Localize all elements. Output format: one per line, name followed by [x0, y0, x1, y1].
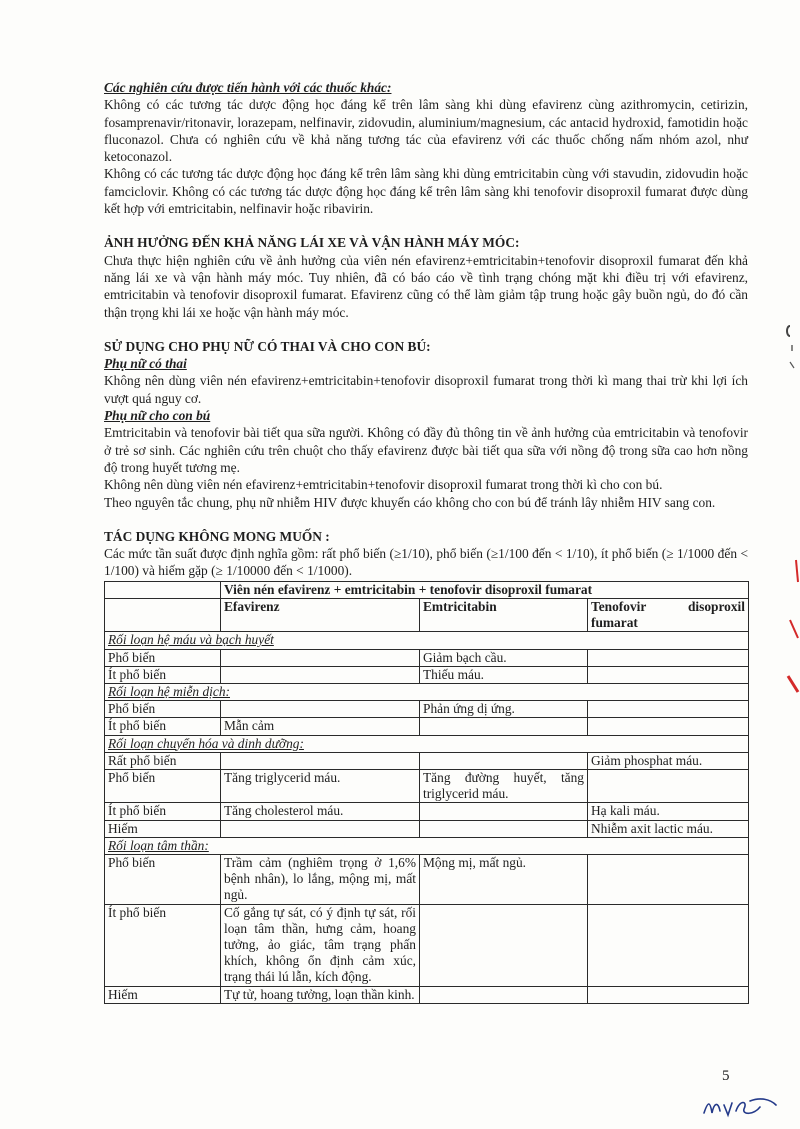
- table-cell: [588, 769, 749, 802]
- table-cell: Ít phổ biến: [105, 904, 221, 986]
- paragraph: Emtricitabin và tenofovir bài tiết qua sữa người. Không có đầy đủ thông tin về ảnh hưởng của emtricitabin và tenofovir ở trẻ sơ sinh. Các nghiên cứu trên chuột cho thấy efavirenz được bài tiết qua sữa với nồng độ trong sữa cao hơn nồng độ trong huyết tương mẹ.: [104, 425, 748, 475]
- table-row: [105, 649, 749, 666]
- table-cell: [221, 701, 420, 718]
- table-cell: [588, 854, 749, 904]
- table-group-header: Viên nén efavirenz + emtricitabin + tenofovir disoproxil fumarat: [221, 581, 749, 598]
- document-page: [104, 79, 748, 1004]
- column-header-efavirenz: Efavirenz: [221, 598, 420, 631]
- table-group-row: [105, 683, 749, 700]
- table-cell: Tự tử, hoang tưởng, loạn thần kinh.: [221, 986, 420, 1003]
- paragraph: Không nên dùng viên nén efavirenz+emtricitabin+tenofovir disoproxil fumarat trong thời kì cho con bú.: [104, 477, 663, 493]
- table-header-row: [105, 598, 749, 631]
- table-cell: [420, 803, 588, 820]
- table-cell: [420, 820, 588, 837]
- table-cell: [588, 986, 749, 1003]
- paragraph: Không nên dùng viên nén efavirenz+emtricitabin+tenofovir disoproxil fumarat trong thời kì mang thai trừ khi lợi ích vượt quá nguy cơ.: [104, 373, 748, 406]
- table-cell: Phổ biến: [105, 649, 221, 666]
- table-cell: Hiếm: [105, 820, 221, 837]
- table-cell: [221, 666, 420, 683]
- table-row: [105, 904, 749, 986]
- table-cell: [420, 986, 588, 1003]
- table-cell: [588, 701, 749, 718]
- table-cell: Phản ứng dị ứng.: [420, 701, 588, 718]
- table-row: [105, 701, 749, 718]
- paragraph: Chưa thực hiện nghiên cứu về ảnh hưởng của viên nén efavirenz+emtricitabin+tenofovir disoproxil fumarat đến khả năng lái xe và vận hành máy móc. Tuy nhiên, đã có báo cáo về tình trạng chóng mặt khi điều trị với efavirenz, emtricitabin và tenofovir disoproxil fumarat. Efavirenz cũng có thể làm giảm tập trung hoặc gây buồn ngủ, do đó cần thận trọng khi lái xe hoặc vận hành máy móc.: [104, 252, 748, 320]
- table-cell: Tăng cholesterol máu.: [221, 803, 420, 820]
- column-header-emtricitabin: Emtricitabin: [420, 598, 588, 631]
- table-group-row: [105, 632, 749, 649]
- paragraph: Không có các tương tác dược động học đáng kể trên lâm sàng khi dùng efavirenz cùng azithromycin, cetirizin, fosamprenavir/ritonavir, lorazepam, nelfinavir, zidovudin, aluminium/magnesium, các antacid hydroxid, famotidin hoặc fluconazol. Chưa có nghiên cứu về khả năng tương tác của efavirenz với các thuốc chống nấm nhóm azol, như ketoconazol.: [104, 97, 748, 165]
- table-group-label: Rối loạn tâm thần:: [105, 837, 749, 854]
- table-group-row: [105, 735, 749, 752]
- subheading-pregnant: Phụ nữ có thai: [104, 356, 187, 372]
- heading-pregnancy: SỬ DỤNG CHO PHỤ NỮ CÓ THAI VÀ CHO CON BÚ:: [104, 338, 431, 354]
- table-cell: [588, 718, 749, 735]
- table-row: [105, 666, 749, 683]
- subheading-breastfeeding: Phụ nữ cho con bú: [104, 408, 211, 424]
- table-cell: Thiếu máu.: [420, 666, 588, 683]
- table-cell: Mẫn cảm: [221, 718, 420, 735]
- table-cell: [420, 718, 588, 735]
- table-cell: Phổ biến: [105, 701, 221, 718]
- table-row: [105, 820, 749, 837]
- table-cell: Trầm cảm (nghiêm trọng ở 1,6% bệnh nhân), lo lắng, mộng mị, mất ngủ.: [221, 854, 420, 904]
- table-row: [105, 718, 749, 735]
- paragraph: Theo nguyên tắc chung, phụ nữ nhiễm HIV được khuyến cáo không cho con bú để tránh lây nhiễm HIV sang con.: [104, 494, 716, 510]
- table-cell: [420, 752, 588, 769]
- table-row: [105, 854, 749, 904]
- table-group-label: Rối loạn hệ máu và bạch huyết: [105, 632, 749, 649]
- table-cell: Phổ biến: [105, 854, 221, 904]
- table-cell: Ít phổ biến: [105, 666, 221, 683]
- table-cell: Mộng mị, mất ngủ.: [420, 854, 588, 904]
- table-cell: [105, 581, 221, 598]
- table-row: [105, 803, 749, 820]
- table-cell: [221, 820, 420, 837]
- table-cell: Tăng triglycerid máu.: [221, 769, 420, 802]
- table-row: [105, 769, 749, 802]
- table-cell: Giảm bạch cầu.: [420, 649, 588, 666]
- table-cell: Cố gắng tự sát, có ý định tự sát, rối loạn tâm thần, hưng cảm, hoang tưởng, ảo giác, tâm trạng phấn khích, không ổn định cảm xúc, trạng thái lú lẫn, kích động.: [221, 904, 420, 986]
- table-cell: Hiếm: [105, 986, 221, 1003]
- table-cell: [221, 752, 420, 769]
- table-cell: [588, 666, 749, 683]
- table-group-label: Rối loạn chuyển hóa và dinh dưỡng:: [105, 735, 749, 752]
- table-cell: Giảm phosphat máu.: [588, 752, 749, 769]
- handwritten-signature: [700, 1095, 780, 1121]
- table-cell: Rất phổ biến: [105, 752, 221, 769]
- table-cell: [221, 649, 420, 666]
- table-row: [105, 986, 749, 1003]
- table-cell: [588, 904, 749, 986]
- table-cell: [588, 649, 749, 666]
- subheading-other-drugs: Các nghiên cứu được tiến hành với các thuốc khác:: [104, 80, 392, 95]
- adverse-effects-table: [104, 581, 749, 1004]
- heading-adverse-effects: TÁC DỤNG KHÔNG MONG MUỐN :: [104, 528, 330, 544]
- table-header-row: [105, 581, 749, 598]
- table-cell: Phổ biến: [105, 769, 221, 802]
- table-cell: [420, 904, 588, 986]
- table-group-label: Rối loạn hệ miễn dịch:: [105, 683, 749, 700]
- table-group-row: [105, 837, 749, 854]
- table-cell: [105, 598, 221, 631]
- paragraph: Không có các tương tác dược động học đáng kể trên lâm sàng khi dùng emtricitabin cùng với stavudin, zidovudin hoặc famciclovir. Không có các tương tác dược động học đáng kể trên lâm sàng khi tenofovir disoproxil fumarat được dùng kết hợp với emtricitabin, nelfinavir hoặc ribavirin.: [104, 166, 748, 217]
- table-cell: Nhiễm axit lactic máu.: [588, 820, 749, 837]
- table-row: [105, 752, 749, 769]
- table-cell: Ít phổ biến: [105, 718, 221, 735]
- column-header-tenofovir: Tenofovir disoproxil fumarat: [588, 598, 749, 631]
- paragraph: Các mức tần suất được định nghĩa gồm: rất phổ biến (≥1/10), phổ biến (≥1/100 đến < 1/10), ít phổ biến (≥ 1/1000 đến < 1/100) và hiếm gặp (≥ 1/10000 đến < 1/1000).: [104, 546, 748, 579]
- heading-driving: ẢNH HƯỞNG ĐẾN KHẢ NĂNG LÁI XE VÀ VẬN HÀNH MÁY MÓC:: [104, 235, 520, 251]
- table-cell: Ít phổ biến: [105, 803, 221, 820]
- table-cell: Tăng đường huyết, tăng triglycerid máu.: [420, 769, 588, 802]
- scan-edge-marks: [768, 320, 800, 720]
- table-cell: Hạ kali máu.: [588, 803, 749, 820]
- page-number: 5: [722, 1068, 730, 1084]
